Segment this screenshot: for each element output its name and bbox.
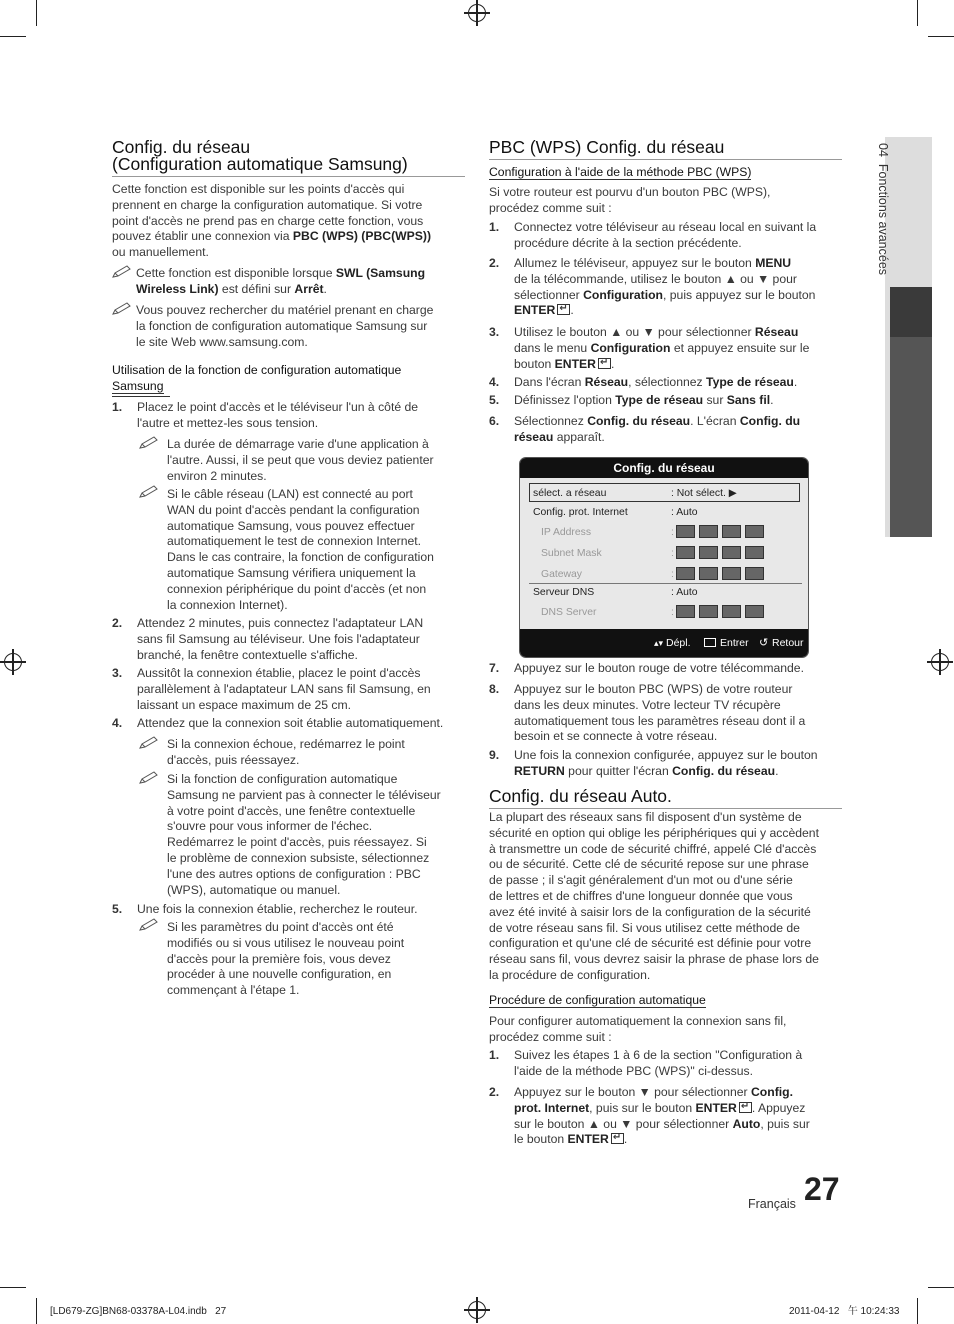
crop-mark bbox=[917, 1298, 918, 1324]
step-number: 5. bbox=[112, 902, 123, 916]
tv-menu-row-label[interactable]: Config. prot. Internet bbox=[533, 507, 628, 518]
crop-mark bbox=[928, 1287, 954, 1288]
tv-menu-title: Config. du réseau bbox=[520, 458, 808, 478]
footer-enter-label: Entrer bbox=[720, 637, 749, 649]
auto-step-2: Appuyez sur le bouton ▼ pour sélectionner Config. prot. Internet, puis sur le bouton ENTER↵ . Appuyez sur le bouton ▲ ou ▼ pour sélectionner Auto, puis sur le bouton ENTER↵ . bbox=[514, 1085, 849, 1148]
left-step-4: Attendez que la connexion soit établie automatiquement. bbox=[137, 716, 444, 730]
right-step-3: Utilisez le bouton ▲ ou ▼ pour sélectionner Réseau dans le menu Configuration et appuyez ensuite sur le bouton ENTER↵ . bbox=[514, 325, 849, 372]
left-step-1-note-1: La durée de démarrage varie d'une application à l'autre. Aussi, il se peut que vous deviez patienter environ 2 minutes. bbox=[167, 437, 434, 483]
left-intro: Cette fonction est disponible sur les points d'accès qui prennent en charge la configuration automatique. Si votre point d'accès ne prend pas en charge cette fonction, vous pouvez établir une connexion via PBC (WPS) (PBC(WPS)) ou manuellement. bbox=[112, 182, 432, 260]
right-title-rule bbox=[489, 159, 842, 160]
left-step-3: Aussitôt la connexion établie, placez le point d'accès parallèlement à l'adaptateur LAN sans fil Samsung, en laissant un espace maximum de 25 cm. bbox=[137, 666, 431, 712]
enter-icon bbox=[704, 638, 716, 647]
left-step-4-note-1: Si la connexion échoue, redémarrez le point d'accès, puis réessayez. bbox=[167, 737, 405, 767]
tv-menu-row-value: : bbox=[671, 569, 674, 580]
step-number: 4. bbox=[112, 716, 123, 730]
tv-menu-row-label: Gateway bbox=[541, 569, 583, 580]
crop-mark bbox=[917, 0, 918, 26]
print-date-info: 2011-04-12 午 10:24:33 bbox=[789, 1306, 900, 1317]
note-pencil-icon bbox=[112, 265, 132, 279]
step-number: 5. bbox=[489, 393, 500, 407]
right-intro-2: Pour configurer automatiquement la connexion sans fil, procédez comme suit : bbox=[489, 1014, 787, 1044]
ip-octet-box bbox=[722, 567, 741, 580]
tv-menu-row-value: : Not sélect. ▶ bbox=[671, 488, 737, 499]
tv-menu-row-value: : bbox=[671, 527, 674, 538]
ip-octet-box bbox=[722, 525, 741, 538]
ip-octet-box bbox=[722, 546, 741, 559]
right-step-1: Connectez votre téléviseur au réseau local en suivant la procédure décrite à la section précédente. bbox=[514, 220, 817, 250]
left-step-5-note-1: Si les paramètres du point d'accès ont été modifiés ou si vous utilisez le nouveau point d'accès pour la première fois, vous devez procéder à une nouvelle configuration, en commençant à l'étape 1. bbox=[167, 920, 405, 998]
ip-octet-box bbox=[745, 525, 764, 538]
right-subheading-1: Configuration à l'aide de la méthode PBC (WPS) bbox=[489, 165, 752, 179]
side-tab-dark-strip bbox=[885, 137, 932, 537]
tv-menu-row-value: : Auto bbox=[671, 587, 698, 598]
ip-octet-box bbox=[676, 567, 695, 580]
auto-title-rule bbox=[489, 808, 842, 809]
right-section-title: PBC (WPS) Config. du réseau bbox=[489, 137, 725, 157]
ip-octet-box bbox=[745, 567, 764, 580]
left-subheading: Utilisation de la fonction de configuration automatique Samsung bbox=[112, 363, 402, 393]
note-pencil-icon bbox=[139, 736, 159, 750]
left-subheading-underline bbox=[112, 396, 170, 397]
tv-menu-row-value: : Auto bbox=[671, 507, 698, 518]
tv-menu-divider bbox=[529, 583, 802, 584]
left-step-2: Attendez 2 minutes, puis connectez l'adaptateur LAN sans fil Samsung au téléviseur. Une fois l'adaptateur branché, la fenêtre contextuelle s'affiche. bbox=[137, 616, 424, 662]
tv-menu-row-label[interactable]: sélect. a réseau bbox=[533, 488, 607, 499]
ip-octet-box bbox=[699, 605, 718, 618]
right-step-9: Une fois la connexion configurée, appuyez sur le bouton RETURN pour quitter l'écran Config. du réseau. bbox=[514, 748, 818, 778]
right-step-8: Appuyez sur le bouton PBC (WPS) de votre routeur dans les deux minutes. Votre lecteur TV récupère automatiquement tous les paramètres réseau dont il a besoin et se connecte à votre réseau. bbox=[514, 682, 806, 744]
step-number: 9. bbox=[489, 748, 500, 762]
step-number: 1. bbox=[112, 400, 123, 414]
footer-language: Français bbox=[748, 1197, 796, 1211]
left-step-4-note-2: Si la fonction de configuration automatique Samsung ne parvient pas à connecter le téléviseur à votre point d'accès, une fenêtre contextuelle s'ouvre pour vous informer de l'échec. Redémarrez le point d'accès, puis réessayez. Si le problème de connexion subsiste, sélectionnez l'une des autres options de configuration : PBC (WPS), automatique ou manuel. bbox=[167, 772, 441, 897]
registration-mark-icon bbox=[931, 653, 949, 671]
right-step-7: Appuyez sur le bouton rouge de votre télécommande. bbox=[514, 661, 804, 675]
step-number: 3. bbox=[112, 666, 123, 680]
auto-step-1: Suivez les étapes 1 à 6 de la section "Configuration à l'aide de la méthode PBC (WPS)" ci-dessus. bbox=[514, 1048, 803, 1078]
crop-mark bbox=[0, 36, 26, 37]
step-number: 3. bbox=[489, 325, 500, 339]
page-number: 27 bbox=[804, 1171, 840, 1207]
ip-octet-box bbox=[745, 605, 764, 618]
right-intro: Si votre routeur est pourvu d'un bouton PBC (WPS), procédez comme suit : bbox=[489, 185, 771, 215]
right-step-5: Définissez l'option Type de réseau sur Sans fil. bbox=[514, 393, 774, 407]
step-number: 8. bbox=[489, 682, 500, 696]
tv-menu-row-label[interactable]: Serveur DNS bbox=[533, 587, 595, 598]
footer-move-label: Dépl. bbox=[666, 637, 691, 649]
crop-mark bbox=[0, 1287, 26, 1288]
left-step-1: Placez le point d'accès et le téléviseur l'un à côté de l'autre et mettez-les sous tension. bbox=[137, 400, 419, 430]
enter-icon bbox=[598, 358, 611, 369]
left-step-1-note-2: Si le câble réseau (LAN) est connecté au port WAN du point d'accès pendant la configuration automatique Samsung, vous pouvez effectuer automatiquement le test de connexion Internet. Dans le cas contraire, la fonction de configuration automatique Samsung vérifiera uniquement la connexion périphérique du point d'accès (et non la connexion Internet). bbox=[167, 487, 434, 612]
ip-octet-box bbox=[699, 546, 718, 559]
ip-octet-box bbox=[676, 546, 695, 559]
note-pencil-icon bbox=[139, 436, 159, 450]
registration-mark-icon bbox=[468, 4, 486, 22]
right-step-2: Allumez le téléviseur, appuyez sur le bouton MENU de la télécommande, utilisez le bouton ▲ ou ▼ pour sélectionner Configuration, puis appuyez sur le bouton ENTER↵ . bbox=[514, 256, 849, 319]
footer-return-label: Retour bbox=[772, 637, 804, 649]
right-subheading-2: Procédure de configuration automatique bbox=[489, 993, 706, 1007]
enter-icon bbox=[557, 304, 570, 315]
step-number: 2. bbox=[489, 256, 500, 270]
step-number: 6. bbox=[489, 414, 500, 428]
crop-mark bbox=[928, 36, 954, 37]
ip-octet-box bbox=[722, 605, 741, 618]
right-step-6: Sélectionnez Config. du réseau. L'écran Config. du réseau apparaît. bbox=[514, 414, 801, 444]
return-icon: ↺ bbox=[759, 637, 769, 649]
ip-octet-box bbox=[699, 525, 718, 538]
enter-icon bbox=[739, 1102, 752, 1113]
crop-mark bbox=[36, 1298, 37, 1324]
auto-paragraph: La plupart des réseaux sans fil disposent d'un système de sécurité en option qui oblige les périphériques qui y accèdent à transmettre un code de sécurité chiffré, appelé Clé d'accès ou de sécurité. Cette clé de sécurité repose sur une phrase de passe ; il s'agit généralement d'un mot ou d'une série de lettres et de chiffres d'une longueur donnée que vous avez été invité à saisir lors de la configuration de la sécurité de votre réseau sans fil. Si vous utilisez cette méthode de configuration et qu'une clé de sécurité est définie pour votre réseau sans fil, vous devrez saisir la phrase de phase lors de la procédure de configuration. bbox=[489, 810, 819, 982]
ip-octet-box bbox=[745, 546, 764, 559]
left-title-rule bbox=[112, 176, 465, 177]
tv-menu-row-label: Subnet Mask bbox=[541, 548, 602, 559]
tv-menu-row-label: IP Address bbox=[541, 527, 592, 538]
registration-mark-icon bbox=[4, 653, 22, 671]
ip-octet-box bbox=[699, 567, 718, 580]
left-note-2: Vous pouvez rechercher du matériel prenant en charge la fonction de configuration automatique Samsung sur le site Web www.samsung.com. bbox=[136, 303, 434, 349]
registration-mark-icon bbox=[468, 1301, 486, 1319]
step-number: 7. bbox=[489, 661, 500, 675]
auto-section-title: Config. du réseau Auto. bbox=[489, 786, 672, 806]
ip-octet-box bbox=[676, 605, 695, 618]
note-pencil-icon bbox=[139, 485, 159, 499]
tv-menu-screen bbox=[519, 457, 809, 658]
print-file-info: [LD679-ZG]BN68-03378A-L04.indb 27 bbox=[50, 1306, 227, 1317]
note-pencil-icon bbox=[139, 771, 159, 785]
tv-menu-row-value: : bbox=[671, 548, 674, 559]
ip-octet-box bbox=[676, 525, 695, 538]
tv-menu-row-label: DNS Server bbox=[541, 607, 597, 618]
left-step-5: Une fois la connexion établie, recherchez le routeur. bbox=[137, 902, 418, 916]
step-number: 1. bbox=[489, 220, 500, 234]
crop-mark bbox=[36, 0, 37, 26]
left-note-1: Cette fonction est disponible lorsque SWL (Samsung Wireless Link) est défini sur Arrêt. bbox=[136, 266, 426, 296]
left-section-title: Config. du réseau (Configuration automatique Samsung) bbox=[112, 137, 408, 174]
right-step-4: Dans l'écran Réseau, sélectionnez Type de réseau. bbox=[514, 375, 798, 389]
tv-menu-row-value: : bbox=[671, 607, 674, 618]
enter-icon bbox=[611, 1133, 624, 1144]
updown-icon: ▴▾ bbox=[654, 638, 664, 648]
step-number: 4. bbox=[489, 375, 500, 389]
step-number: 2. bbox=[112, 616, 123, 630]
note-pencil-icon bbox=[139, 918, 159, 932]
note-pencil-icon bbox=[112, 302, 132, 316]
step-number: 1. bbox=[489, 1048, 500, 1062]
tv-menu-footer bbox=[520, 629, 808, 657]
step-number: 2. bbox=[489, 1085, 500, 1099]
